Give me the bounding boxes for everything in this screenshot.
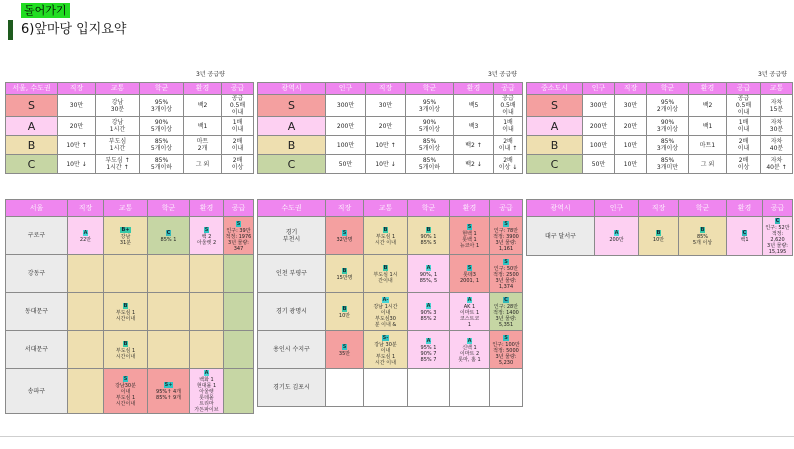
criteria-cell: 그 외 — [689, 155, 727, 174]
grade-label: C — [527, 155, 583, 174]
criteria-cell: 10만 — [615, 155, 647, 174]
rating-detail: 백화 1 현대몰 1 아울렛 롯데몰 트리마 가든파이브 — [194, 377, 219, 413]
rating-badge: B — [123, 340, 128, 347]
region-name[interactable]: 서대문구 — [6, 331, 68, 369]
rating-cell — [450, 217, 490, 255]
criteria-cell: 100만 — [583, 136, 615, 155]
rating-cell — [224, 293, 254, 331]
criteria-cell: 백2 — [184, 95, 222, 117]
rating-cell — [104, 255, 148, 293]
region-name[interactable]: 용인시 수지구 — [258, 331, 326, 369]
column-header: 학군 — [647, 83, 689, 95]
column-header: 교통 — [104, 200, 148, 217]
criteria-cell: 10만 ↑ — [366, 136, 406, 155]
grade-label: C — [6, 155, 58, 174]
rating-cell — [490, 255, 523, 293]
criteria-cell: 마트1 — [689, 136, 727, 155]
region-name[interactable]: 송파구 — [6, 369, 68, 414]
rating-detail: 90% 3 85% 2 — [420, 309, 437, 322]
title-accent-bar — [8, 20, 13, 40]
criteria-cell: 20만 — [58, 117, 96, 136]
rating-badge: A — [467, 337, 472, 344]
criteria-cell: 1배 이내 — [222, 117, 254, 136]
rating-detail: 인구: 100만 적정: 5000 3년 물량: 5,230 — [492, 341, 520, 366]
rating-detail: 90% 1 85% 5 — [420, 233, 437, 246]
column-header: 교통 — [761, 83, 793, 95]
rating-detail: 강남 1시간 이내 부도심30 분 이내 & — [373, 303, 398, 328]
rating-cell — [326, 293, 364, 331]
criteria-cell: 공급 0.5배 이내 — [727, 95, 761, 117]
grade-label: S — [6, 95, 58, 117]
criteria-cell: 85% 3개미만 — [647, 155, 689, 174]
criteria-cell: 50만 — [583, 155, 615, 174]
rating-cell — [408, 293, 450, 331]
grade-label: A — [258, 117, 326, 136]
rating-cell — [190, 331, 224, 369]
rating-badge: S — [504, 334, 508, 341]
criteria-cell: 100만 — [326, 136, 366, 155]
region-row — [6, 369, 254, 414]
criteria-cell: 85% 5개이하 — [406, 155, 454, 174]
rating-cell — [679, 217, 727, 256]
rating-cell — [190, 217, 224, 255]
rating-cell — [450, 293, 490, 331]
header-row — [6, 200, 254, 217]
rating-cell — [224, 255, 254, 293]
rating-detail: 부도심 1 시간 이내 — [375, 233, 396, 246]
region-row — [527, 217, 793, 256]
column-header: 광역시 — [527, 200, 595, 217]
region-row — [6, 293, 254, 331]
rating-detail: 10만 — [652, 237, 665, 243]
rating-cell — [104, 293, 148, 331]
rating-detail: 백1 — [740, 237, 749, 243]
column-header: 광역시 — [258, 83, 326, 95]
region-table-seoul — [5, 199, 254, 414]
rating-cell — [224, 217, 254, 255]
column-header: 공급 — [763, 200, 793, 217]
criteria-table-seoul — [5, 82, 254, 174]
rating-badge: A — [467, 296, 472, 303]
rating-detail: 85% 1 — [160, 236, 177, 243]
region-row — [258, 293, 523, 331]
rating-cell — [148, 293, 190, 331]
rating-cell — [364, 293, 408, 331]
criteria-cell: 50만 — [326, 155, 366, 174]
rating-detail: 인구: 50만 적정: 2500 3년 물량: 1,374 — [493, 265, 519, 290]
region-name[interactable]: 인천 부평구 — [258, 255, 326, 293]
grade-row — [258, 155, 523, 174]
column-header: 환경 — [727, 200, 763, 217]
rating-detail: 인구: 39만 적정: 1976 3년 물량: 347 — [225, 227, 252, 252]
criteria-cell: 200만 — [583, 117, 615, 136]
rating-cell — [104, 369, 148, 414]
rating-badge: S — [467, 223, 472, 230]
criteria-cell: 85% 5개이상 — [140, 136, 184, 155]
column-header: 직장 — [615, 83, 647, 95]
rating-cell — [490, 369, 523, 407]
criteria-cell: 300만 — [326, 95, 366, 117]
column-header: 수도권 — [258, 200, 326, 217]
criteria-cell: 200만 — [326, 117, 366, 136]
criteria-cell: 백3 — [454, 117, 494, 136]
page-title: 6)앞마당 입지요약 — [21, 22, 127, 37]
column-header: 직장 — [366, 83, 406, 95]
grade-label: A — [527, 117, 583, 136]
region-name[interactable]: 경기 광명시 — [258, 293, 326, 331]
grade-row — [6, 95, 254, 117]
back-button[interactable]: 돌어가기 — [21, 3, 70, 18]
region-table-capital-area — [257, 199, 523, 407]
criteria-table-metro-city — [257, 82, 523, 174]
rating-detail: 인구: 52만 적정: 2,620 3년 물량: 15,195 — [765, 225, 790, 255]
criteria-cell: 백2 ↓ — [454, 155, 494, 174]
region-name[interactable]: 경기도 김포시 — [258, 369, 326, 407]
column-header: 학군 — [408, 200, 450, 217]
criteria-cell: 자차 30분 — [761, 117, 793, 136]
rating-cell — [68, 293, 104, 331]
rating-detail: 10만 — [338, 312, 351, 319]
rating-detail: 롯데3 2001, 1 — [459, 271, 480, 284]
criteria-cell: 300만 — [583, 95, 615, 117]
criteria-cell: 20만 — [366, 117, 406, 136]
grade-label: A — [6, 117, 58, 136]
region-name[interactable]: 대구 달서구 — [527, 217, 595, 256]
rating-detail: 22만 — [79, 236, 92, 243]
rating-cell — [326, 255, 364, 293]
rating-badge: B+ — [121, 226, 130, 233]
rating-cell — [224, 369, 254, 414]
rating-cell — [408, 217, 450, 255]
rating-cell — [326, 369, 364, 407]
criteria-cell: 95% 2개이상 — [647, 95, 689, 117]
rating-detail: 15만명 — [336, 274, 353, 281]
criteria-cell: 백2 — [689, 95, 727, 117]
rating-badge: A — [204, 370, 209, 376]
criteria-cell: 백5 — [454, 95, 494, 117]
rating-cell — [148, 369, 190, 414]
rating-badge: S — [467, 264, 472, 271]
criteria-cell: 85% 3개이상 — [647, 136, 689, 155]
rating-detail: 강남30분 이내 부도심 1 시간이내 — [115, 383, 136, 407]
rating-cell — [68, 255, 104, 293]
criteria-cell: 2배 이상 ↓ — [494, 155, 523, 174]
grade-row — [258, 95, 523, 117]
rating-badge: B — [383, 226, 388, 233]
region-row — [6, 217, 254, 255]
region-row — [258, 217, 523, 255]
column-header: 교통 — [364, 200, 408, 217]
header-row — [527, 200, 793, 217]
grade-row — [527, 95, 793, 117]
column-header: 환경 — [450, 200, 490, 217]
rating-badge: S+ — [164, 382, 173, 388]
rating-cell — [408, 369, 450, 407]
rating-badge: B — [123, 302, 128, 309]
rating-detail: 90%, 1 85%, 5 — [419, 271, 438, 284]
criteria-cell: 90% 5개이상 — [406, 117, 454, 136]
region-row — [258, 331, 523, 369]
column-header: 공급 — [727, 83, 761, 95]
grade-label: C — [258, 155, 326, 174]
grade-row — [527, 155, 793, 174]
rating-detail: 95%↑ 4개 85%↑ 9개 — [156, 389, 181, 401]
column-header: 공급 — [224, 200, 254, 217]
rating-cell — [224, 331, 254, 369]
rating-badge: S — [342, 343, 347, 350]
column-header: 인구 — [326, 83, 366, 95]
criteria-cell: 30만 — [615, 95, 647, 117]
rating-badge: S — [204, 226, 209, 233]
rating-cell — [450, 331, 490, 369]
rating-cell — [68, 217, 104, 255]
rating-badge: A — [426, 302, 431, 309]
grade-label: S — [258, 95, 326, 117]
column-header: 공급 — [222, 83, 254, 95]
rating-cell — [595, 217, 639, 256]
criteria-cell: 자차 15분 — [761, 95, 793, 117]
header-row — [258, 83, 523, 95]
criteria-cell: 자차 40분 — [761, 136, 793, 155]
criteria-cell: 공급 0.5배 이내 — [222, 95, 254, 117]
rating-badge: S — [236, 220, 241, 227]
rating-cell — [148, 331, 190, 369]
rating-cell — [68, 331, 104, 369]
rating-detail: 32만명 — [336, 236, 353, 243]
rating-detail: 인구: 28만 적정: 1400 3년 물량: 5,351 — [493, 303, 519, 328]
rating-badge: C — [775, 218, 780, 224]
column-header: 인구 — [595, 200, 639, 217]
column-header: 학군 — [406, 83, 454, 95]
column-header: 학군 — [148, 200, 190, 217]
header-row — [6, 83, 254, 95]
column-header: 학군 — [679, 200, 727, 217]
rating-cell — [326, 331, 364, 369]
rating-detail: 부도심 1 시간이내 — [115, 309, 136, 322]
rating-cell — [408, 331, 450, 369]
rating-badge: A — [426, 337, 431, 344]
criteria-cell: 마트 2개 — [184, 136, 222, 155]
rating-cell — [364, 217, 408, 255]
criteria-cell: 1배 이내 — [494, 117, 523, 136]
rating-badge: B — [656, 230, 661, 236]
region-name[interactable]: 강동구 — [6, 255, 68, 293]
grade-label: B — [527, 136, 583, 155]
region-name[interactable]: 구로구 — [6, 217, 68, 255]
header-row — [258, 200, 523, 217]
rating-detail: 95% 1 90% 7 85% 7 — [420, 344, 437, 363]
region-row — [6, 255, 254, 293]
criteria-cell: 85% 5개이상 — [406, 136, 454, 155]
column-header: 공급 — [494, 83, 523, 95]
table2-note: 3년 공급량 — [488, 71, 517, 78]
rating-cell — [364, 255, 408, 293]
table1-note: 3년 공급량 — [196, 71, 225, 78]
criteria-cell: 85% 5개이하 — [140, 155, 184, 174]
rating-badge: S — [504, 220, 508, 227]
grade-row — [6, 155, 254, 174]
rating-cell — [326, 217, 364, 255]
column-header: 인구 — [583, 83, 615, 95]
column-header: 환경 — [190, 200, 224, 217]
column-header: 교통 — [96, 83, 140, 95]
criteria-cell: 공급 0.5배 이내 — [494, 95, 523, 117]
rating-badge: A — [614, 230, 619, 236]
rating-badge: S — [123, 376, 128, 382]
criteria-cell: 강남 1시간 — [96, 117, 140, 136]
grade-row — [527, 136, 793, 155]
rating-cell — [190, 369, 224, 414]
criteria-cell: 강남 30분 — [96, 95, 140, 117]
rating-cell — [104, 217, 148, 255]
criteria-cell: 30만 — [58, 95, 96, 117]
criteria-cell: 2배 이상 — [222, 155, 254, 174]
header-row — [527, 83, 793, 95]
footer-divider — [0, 436, 794, 437]
rating-badge: A — [426, 264, 431, 271]
rating-badge: B — [342, 305, 347, 312]
rating-cell — [190, 255, 224, 293]
criteria-cell: 10만 ↑ — [58, 136, 96, 155]
rating-detail: 부도심 1시 간이내 — [373, 271, 398, 284]
rating-detail: 신백 1 이마트 2 롯마, 홈 1 — [458, 344, 481, 363]
rating-cell — [190, 293, 224, 331]
criteria-cell: 2배 이내 ↑ — [494, 136, 523, 155]
rating-cell — [450, 255, 490, 293]
criteria-cell: 2배 이내 — [727, 136, 761, 155]
criteria-cell: 2배 이상 — [727, 155, 761, 174]
rating-badge: B — [342, 267, 347, 274]
column-header: 학군 — [140, 83, 184, 95]
column-header: 직장 — [68, 200, 104, 217]
rating-detail: 200만 — [609, 237, 624, 243]
table3-note: 3년 공급량 — [758, 71, 787, 78]
rating-cell — [364, 369, 408, 407]
criteria-cell: 자차 40분 ↑ — [761, 155, 793, 174]
rating-badge: C — [166, 229, 171, 236]
column-header: 직장 — [639, 200, 679, 217]
rating-badge: A — [83, 229, 88, 236]
criteria-cell: 90% 5개이상 — [140, 117, 184, 136]
rating-badge: B — [426, 226, 431, 233]
rating-detail: 인구: 78만 적정: 3900 3년 물량: 1,161 — [493, 227, 519, 252]
column-header: 중소도시 — [527, 83, 583, 95]
rating-cell — [490, 293, 523, 331]
region-row — [258, 369, 523, 407]
rating-detail: 85% 5개 이상 — [692, 234, 713, 246]
criteria-cell: 10만 ↓ — [58, 155, 96, 174]
column-header: 직장 — [326, 200, 364, 217]
grade-label: B — [6, 136, 58, 155]
grade-label: S — [527, 95, 583, 117]
column-header: 환경 — [689, 83, 727, 95]
column-header: 환경 — [184, 83, 222, 95]
grade-row — [6, 117, 254, 136]
region-name[interactable]: 동대문구 — [6, 293, 68, 331]
rating-badge: S — [504, 258, 508, 265]
criteria-cell: 95% 3개이상 — [406, 95, 454, 117]
rating-cell — [727, 217, 763, 256]
criteria-cell: 부도심 1시간 — [96, 136, 140, 155]
criteria-cell: 20만 — [615, 117, 647, 136]
criteria-table-small-city — [526, 82, 793, 174]
rating-detail: 강남 31분 — [119, 233, 132, 246]
criteria-cell: 백1 — [689, 117, 727, 136]
rating-badge: C — [742, 230, 747, 236]
rating-badge: B — [383, 264, 388, 271]
criteria-cell: 95% 3개이상 — [140, 95, 184, 117]
grade-label: B — [258, 136, 326, 155]
column-header: 서울 — [6, 200, 68, 217]
criteria-cell: 백2 ↑ — [454, 136, 494, 155]
rating-detail: 현백 1 롯백 1 뉴코아 1 — [459, 230, 480, 249]
criteria-cell: 그 외 — [184, 155, 222, 174]
region-name[interactable]: 경기 부천시 — [258, 217, 326, 255]
grade-row — [258, 117, 523, 136]
rating-cell — [148, 255, 190, 293]
criteria-cell: 백1 — [184, 117, 222, 136]
grade-row — [258, 136, 523, 155]
grade-row — [6, 136, 254, 155]
rating-detail: 백 2 아울렛 2 — [196, 233, 217, 246]
criteria-cell: 10만 ↓ — [366, 155, 406, 174]
rating-cell — [490, 217, 523, 255]
rating-cell — [450, 369, 490, 407]
rating-cell — [639, 217, 679, 256]
rating-cell — [104, 331, 148, 369]
criteria-cell: 2배 이내 — [222, 136, 254, 155]
column-header: 직장 — [58, 83, 96, 95]
rating-detail: 강남 30분 이내 부도심 1 시간 이내 — [374, 341, 397, 366]
rating-badge: S- — [382, 334, 389, 341]
rating-cell — [148, 217, 190, 255]
region-row — [6, 331, 254, 369]
column-header: 서울, 수도권 — [6, 83, 58, 95]
rating-badge: S — [342, 229, 347, 236]
column-header: 환경 — [454, 83, 494, 95]
rating-cell — [68, 369, 104, 414]
criteria-cell: 10만 — [615, 136, 647, 155]
column-header: 공급 — [490, 200, 523, 217]
rating-detail: AK 1 이마트 1 코스트코 1 — [459, 303, 480, 328]
rating-cell — [364, 331, 408, 369]
rating-detail: 부도심 1 시간이내 — [115, 347, 136, 360]
rating-badge: A- — [382, 296, 389, 303]
rating-badge: B — [700, 227, 705, 233]
rating-cell — [490, 331, 523, 369]
region-table-metro-city — [526, 199, 793, 256]
criteria-cell: 부도심 ↑ 1시간 ↑ — [96, 155, 140, 174]
rating-cell — [408, 255, 450, 293]
grade-row — [527, 117, 793, 136]
criteria-cell: 30만 — [366, 95, 406, 117]
rating-detail: 35만 — [338, 350, 351, 357]
rating-cell — [763, 217, 793, 256]
criteria-cell: 1배 이내 — [727, 117, 761, 136]
region-row — [258, 255, 523, 293]
rating-badge: C — [504, 296, 508, 303]
criteria-cell: 90% 3개이상 — [647, 117, 689, 136]
